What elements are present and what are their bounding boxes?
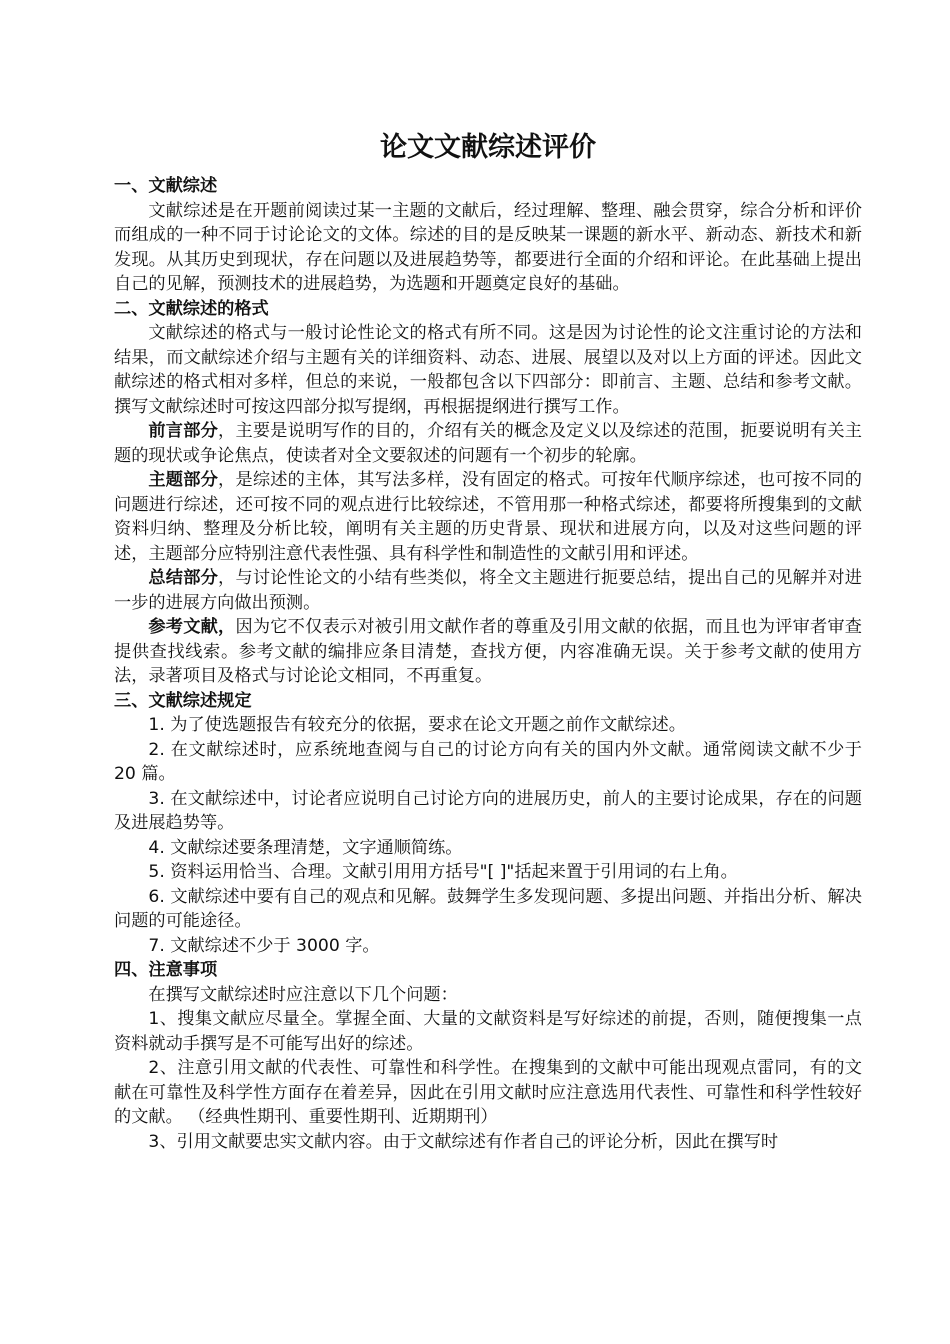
paragraph-references-part xyxy=(114,615,862,689)
paragraph: 在撰写文献综述时应注意以下几个问题： xyxy=(148,984,458,1005)
document-title: 论文文献综述评价 xyxy=(380,132,596,163)
paragraph-summary-part xyxy=(114,566,862,615)
section-heading-4: 四、注意事项 xyxy=(114,960,218,980)
paragraph-body-part xyxy=(114,468,862,566)
term-text: 因为它不仅表示对被引用文献作者的尊重及引用文献的依据，而且也为评审者审查提供查找线索。参考文献的编排应条目清楚，查找方便，内容准确无误。关于参考文献的使用方法，录著项目及格式与讨论论文相同，不再重复。 xyxy=(114,617,862,686)
section-heading-2: 二、文献综述的格式 xyxy=(114,298,269,319)
document-page xyxy=(114,128,862,1154)
list-item: 2、注意引用文献的代表性、可靠性和科学性。在搜集到的文献中可能出现观点雷同，有的文献在可靠性及科学性方面存在着差异，因此在引用文献时应注意选用代表性、可靠性和科学性较好的文献。 （经典性期刊、重要性期刊、近期期刊） xyxy=(114,1058,862,1127)
list-item: 5. 资料运用恰当、合理。文献引用用方括号"[ ]"括起来置于引用词的右上角。 xyxy=(148,862,738,882)
term-text: ，与讨论性论文的小结有些类似，将全文主题进行扼要总结，提出自己的见解并对进一步的进展方向做出预测。 xyxy=(114,568,862,613)
paragraph-intro-part xyxy=(114,419,862,468)
list-item: 1. 为了使选题报告有较充分的依据，要求在论文开题之前作文献综述。 xyxy=(148,715,686,735)
list-item: 6. 文献综述中要有自己的观点和见解。鼓舞学生多发现问题、多提出问题、并指出分析、解决问题的可能途径。 xyxy=(114,886,862,931)
term-label: 主题部分 xyxy=(148,470,219,490)
term-label: 前言部分 xyxy=(148,421,219,441)
list-item: 3、引用文献要忠实文献内容。由于文献综述有作者自己的评论分析，因此在撰写时 xyxy=(148,1131,779,1152)
section-heading-3: 三、文献综述规定 xyxy=(114,690,252,711)
term-text: ，是综述的主体，其写法多样，没有固定的格式。可按年代顺序综述，也可按不同的问题进行综述，还可按不同的观点进行比较综述，不管用那一种格式综述，都要将所搜集到的文献资料归纳、整理及分析比较，阐明有关主题的历史背景、现状和进展方向，以及对这些问题的评述，主题部分应特别注意代表性强、具有科学性和制造性的文献引用和评述。 xyxy=(114,470,862,564)
list-item: 3. 在文献综述中，讨论者应说明自己讨论方向的进展历史，前人的主要讨论成果，存在的问题及进展趋势等。 xyxy=(114,788,862,833)
list-item: 7. 文献综述不少于 3000 字。 xyxy=(148,935,380,956)
paragraph: 文献综述的格式与一般讨论性论文的格式有所不同。这是因为讨论性的论文注重讨论的方法和结果，而文献综述介绍与主题有关的详细资料、动态、进展、展望以及对以上方面的评述。因此文献综述的格式相对多样，但总的来说，一般都包含以下四部分：即前言、主题、总结和参考文献。撰写文献综述时可按这四部分拟写提纲，再根据提纲进行撰写工作。 xyxy=(114,323,862,417)
list-item: 4. 文献综述要条理清楚，文字通顺简练。 xyxy=(148,837,463,858)
list-item: 1、搜集文献应尽量全。掌握全面、大量的文献资料是写好综述的前提，否则，随便搜集一点资料就动手撰写是不可能写出好的综述。 xyxy=(114,1009,862,1054)
term-text: ，主要是说明写作的目的，介绍有关的概念及定义以及综述的范围，扼要说明有关主题的现状或争论焦点，使读者对全文要叙述的问题有一个初步的轮廓。 xyxy=(114,421,862,466)
section-heading-1: 一、文献综述 xyxy=(114,176,218,196)
paragraph: 文献综述是在开题前阅读过某一主题的文献后，经过理解、整理、融会贯穿，综合分析和评价而组成的一种不同于讨论论文的文体。综述的目的是反映某一课题的新水平、新动态、新技术和新发现。从其历史到现状，存在问题以及进展趋势等，都要进行全面的介绍和评论。在此基础上提出自己的见解，预测技术的进展趋势，为选题和开题奠定良好的基础。 xyxy=(114,200,862,294)
list-item: 2. 在文献综述时，应系统地查阅与自己的讨论方向有关的国内外文献。通常阅读文献不少于 20 篇。 xyxy=(114,739,862,784)
term-label: 参考文献， xyxy=(148,617,236,637)
term-label: 总结部分 xyxy=(148,568,219,588)
